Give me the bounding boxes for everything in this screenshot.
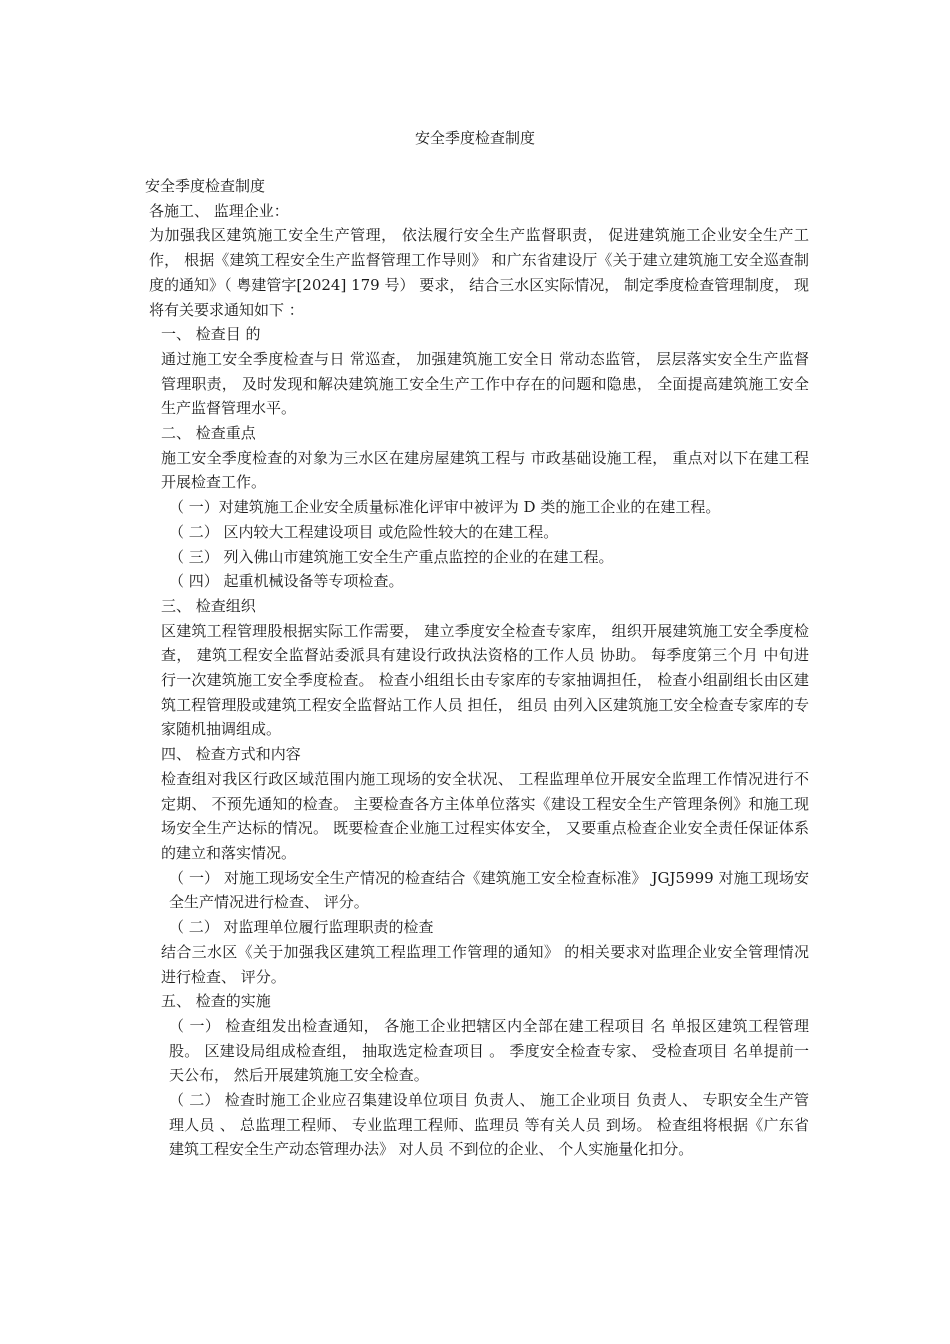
paragraph: 三、 检查组织: [161, 596, 256, 615]
paragraph: 五、 检查的实施: [161, 992, 271, 1011]
paragraph: 为加强我区建筑施工安全生产管理， 依法履行安全生产监督职责， 促进建筑施工企业安全生产工作， 根据《建筑工程安全生产监督管理工作导则》 和广东省建设厅《关于建立建筑施工安全巡查制度的通知》（ 粤建管字[2024] 179 号） 要求， 结合三水区实际情况， 制定季度检查管理制度， 现将有关要求通知如下 ：: [149, 226, 809, 319]
paragraph: （ 三） 列入佛山市建筑施工安全生产重点监控的企业的在建工程。: [169, 547, 614, 566]
paragraph: 四、 检查方式和内容: [161, 745, 301, 764]
paragraph: 结合三水区《关于加强我区建筑工程监理工作管理的通知》 的相关要求对监理企业安全管理情况进行检查、 评分。: [161, 942, 809, 986]
paragraph: 二、 检查重点: [161, 424, 256, 443]
paragraph: （ 二） 区内较大工程建设项目 或危险性较大的在建工程。: [169, 522, 559, 541]
page-title: 安全季度检查制度: [414, 129, 535, 147]
paragraph: 施工安全季度检查的对象为三水区在建房屋建筑工程与 市政基础设施工程， 重点对以下在建工程开展检查工作。: [161, 448, 809, 492]
paragraph: （ 二） 对监理单位履行监理职责的检查: [169, 918, 434, 937]
paragraph: （ 一） 检查组发出检查通知， 各施工企业把辖区内全部在建工程项目 名 单报区建筑工程管理股。 区建设局组成检查组， 抽取选定检查项目 。 季度安全检查专家、 受检查项目 名单提前一天公布， 然后开展建筑施工安全检查。: [169, 1016, 809, 1085]
paragraph: 区建筑工程管理股根据实际工作需要， 建立季度安全检查专家库， 组织开展建筑施工安全季度检查， 建筑工程安全监督站委派具有建设行政执法资格的工作人员 协助。 每季度第三个月 中旬进行一次建筑施工安全季度检查。 检查小组组长由专家库的专家抽调担任， 检查小组副组长由区建筑工程管理股或建筑工程安全监督站工作人员 担任， 组员 由列入区建筑施工安全检查专家库的专家随机抽调组成。: [161, 621, 809, 739]
paragraph: （ 一） 对施工现场安全生产情况的检查结合《建筑施工安全检查标准》 JGJ5999 对施工现场安全生产情况进行检查、 评分。: [169, 868, 809, 912]
paragraph: （ 二） 检查时施工企业应召集建设单位项目 负责人、 施工企业项目 负责人、 专职安全生产管理人员 、 总监理工程师、 专业监理工程师、监理员 等有关人员 到场。 检查组将根据《广东省建筑工程安全生产动态管理办法》 对人员 不到位的企业、 个人实施量化扣分。: [169, 1091, 809, 1159]
paragraph: 检查组对我区行政区域范围内施工现场的安全状况、 工程监理单位开展安全监理工作情况进行不定期、 不预先通知的检查。 主要检查各方主体单位落实《建设工程安全生产管理条例》和施工现场安全生产达标的情况。 既要检查企业施工过程实体安全， 又要重点检查企业安全责任保证体系的建立和落实情况。: [161, 769, 809, 862]
paragraph: 一、 检查目 的: [161, 325, 261, 344]
paragraph: 通过施工安全季度检查与日 常巡查， 加强建筑施工安全日 常动态监管， 层层落实安全生产监督管理职责， 及时发现和解决建筑施工安全生产工作中存在的问题和隐患， 全面提高建筑施工安全生产监督管理水平。: [161, 349, 809, 418]
document-body: [145, 174, 809, 1162]
paragraph: （ 四） 起重机械设备等专项检查。: [169, 572, 404, 591]
paragraph: 各施工、 监理企业：: [149, 201, 289, 220]
paragraph: （ 一）对建筑施工企业安全质量标准化评审中被评为 D 类的施工企业的在建工程。: [169, 498, 721, 517]
document-subtitle: 安全季度检查制度: [145, 177, 266, 195]
